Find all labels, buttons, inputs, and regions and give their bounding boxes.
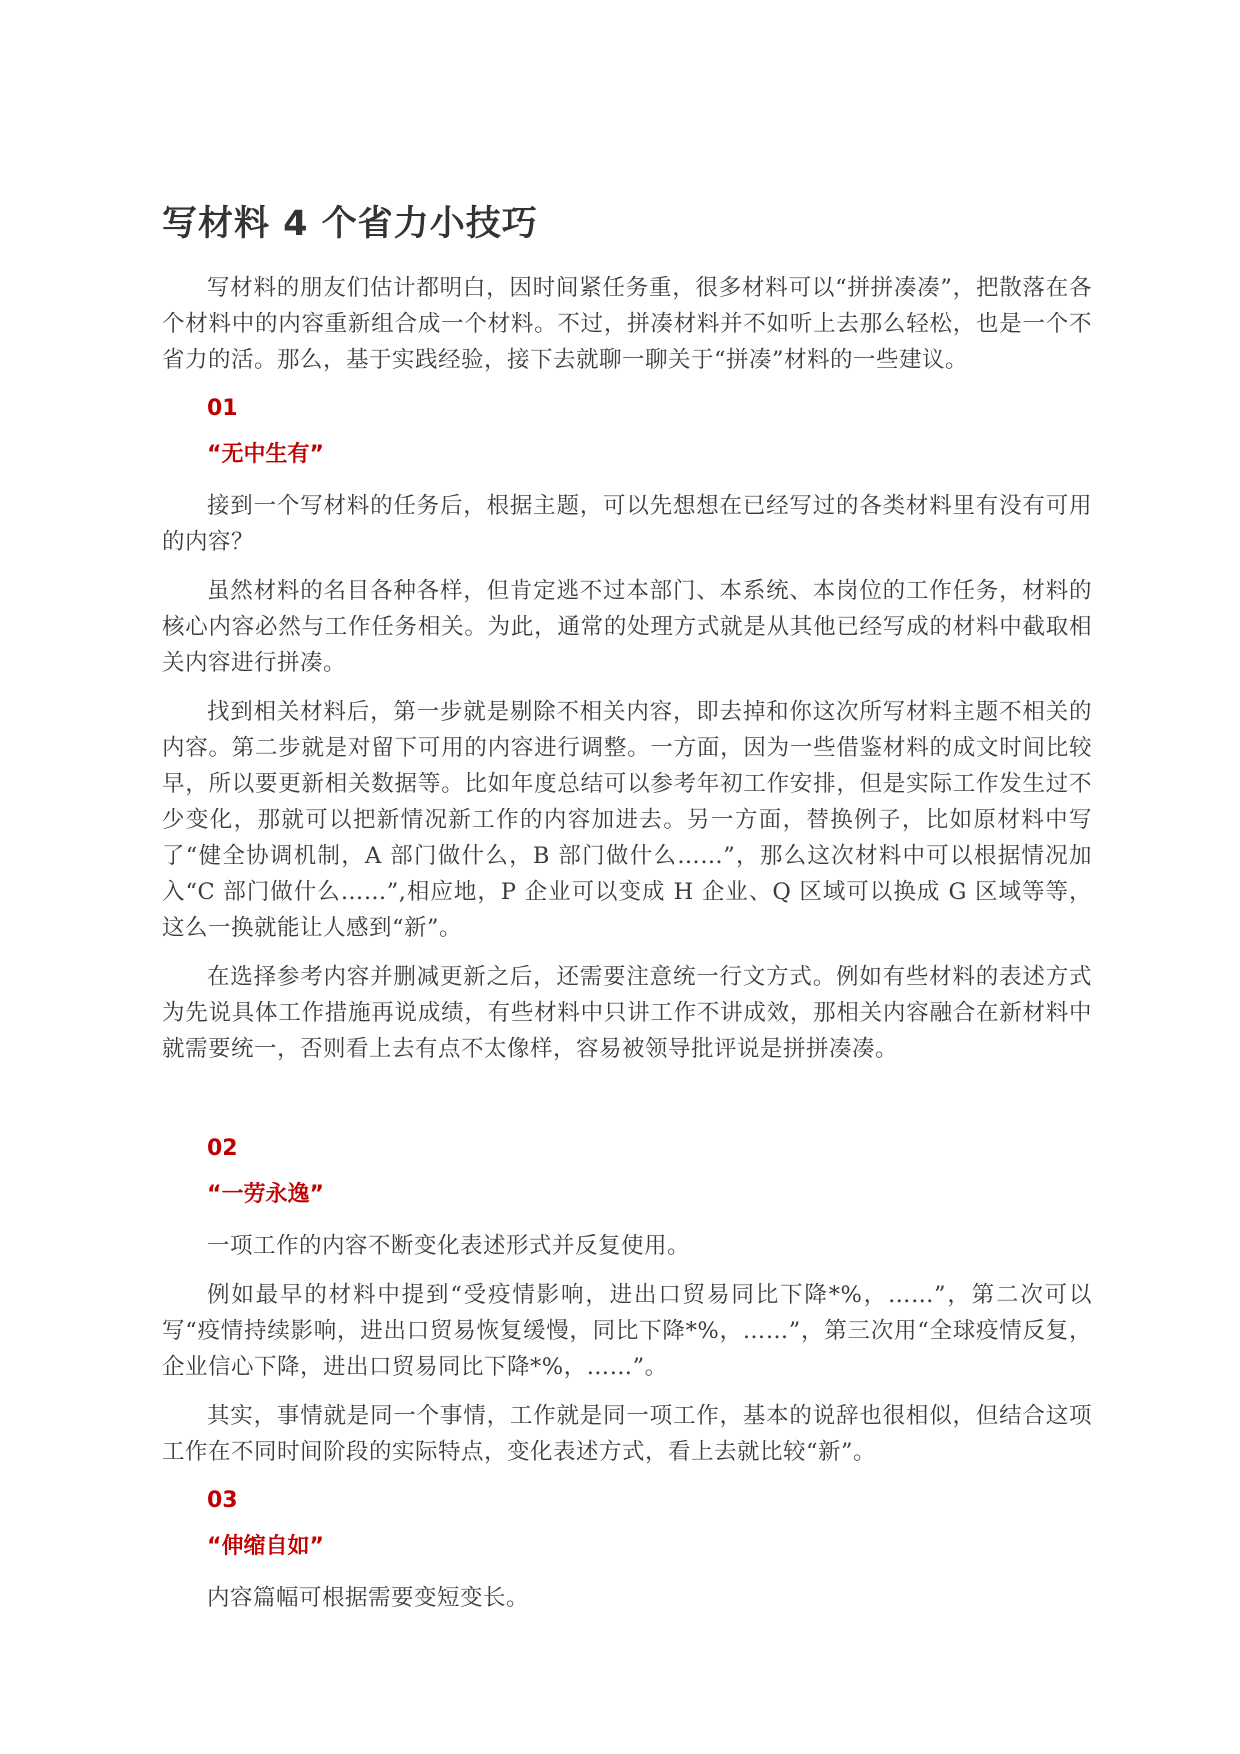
section-number: 01 bbox=[207, 396, 238, 421]
section-paragraph: 在选择参考内容并删减更新之后，还需要注意统一行文方式。例如有些材料的表述方式为先说具体工作措施再说成绩，有些材料中只讲工作不讲成效，那相关内容融合在新材料中就需要统一，否则看上去有点不太像样，容易被领导批评说是拼拼凑凑。 bbox=[162, 964, 1092, 1062]
document-page bbox=[162, 200, 1092, 1629]
section-paragraph: 虽然材料的名目各种各样，但肯定逃不过本部门、本系统、本岗位的工作任务，材料的核心内容必然与工作任务相关。为此，通常的处理方式就是从其他已经写成的材料中截取相关内容进行拼凑。 bbox=[162, 578, 1092, 676]
section-paragraph: 接到一个写材料的任务后，根据主题，可以先想想在已经写过的各类材料里有没有可用的内容？ bbox=[162, 493, 1092, 555]
document-title: 写材料 4 个省力小技巧 bbox=[162, 204, 538, 244]
section-paragraph: 找到相关材料后，第一步就是剔除不相关内容，即去掉和你这次所写材料主题不相关的内容。第二步就是对留下可用的内容进行调整。一方面，因为一些借鉴材料的成文时间比较早，所以要更新相关数据等。比如年度总结可以参考年初工作安排，但是实际工作发生过不少变化，那就可以把新情况新工作的内容加进去。另一方面，替换例子，比如原材料中写了“健全协调机制，A 部门做什么，B 部门做什么……”，那么这次材料中可以根据情况加入“C 部门做什么……”,相应地，P 企业可以变成 H 企业、Q 区域可以换成 G 区域等等，这么一换就能让人感到“新”。 bbox=[162, 699, 1092, 941]
section-paragraph: 一项工作的内容不断变化表述形式并反复使用。 bbox=[207, 1233, 691, 1259]
section-paragraph: 其实，事情就是同一个事情，工作就是同一项工作，基本的说辞也很相似，但结合这项工作在不同时间阶段的实际特点，变化表述方式，看上去就比较“新”。 bbox=[162, 1403, 1092, 1465]
section-heading: “一劳永逸” bbox=[207, 1182, 324, 1207]
section-number: 03 bbox=[207, 1488, 238, 1513]
section-number: 02 bbox=[207, 1136, 238, 1161]
section-paragraph: 内容篇幅可根据需要变短变长。 bbox=[207, 1585, 530, 1611]
intro-paragraph: 写材料的朋友们估计都明白，因时间紧任务重，很多材料可以“拼拼凑凑”，把散落在各个材料中的内容重新组合成一个材料。不过，拼凑材料并不如听上去那么轻松，也是一个不省力的活。那么，基于实践经验，接下去就聊一聊关于“拼凑”材料的一些建议。 bbox=[162, 275, 1092, 373]
section-heading: “伸缩自如” bbox=[207, 1534, 324, 1559]
section-paragraph: 例如最早的材料中提到“受疫情影响，进出口贸易同比下降*%，……”，第二次可以写“疫情持续影响，进出口贸易恢复缓慢，同比下降*%，……”，第三次用“全球疫情反复，企业信心下降，进出口贸易同比下降*%，……”。 bbox=[162, 1282, 1092, 1380]
section-heading: “无中生有” bbox=[207, 442, 324, 467]
section-spacer bbox=[162, 1080, 1092, 1118]
